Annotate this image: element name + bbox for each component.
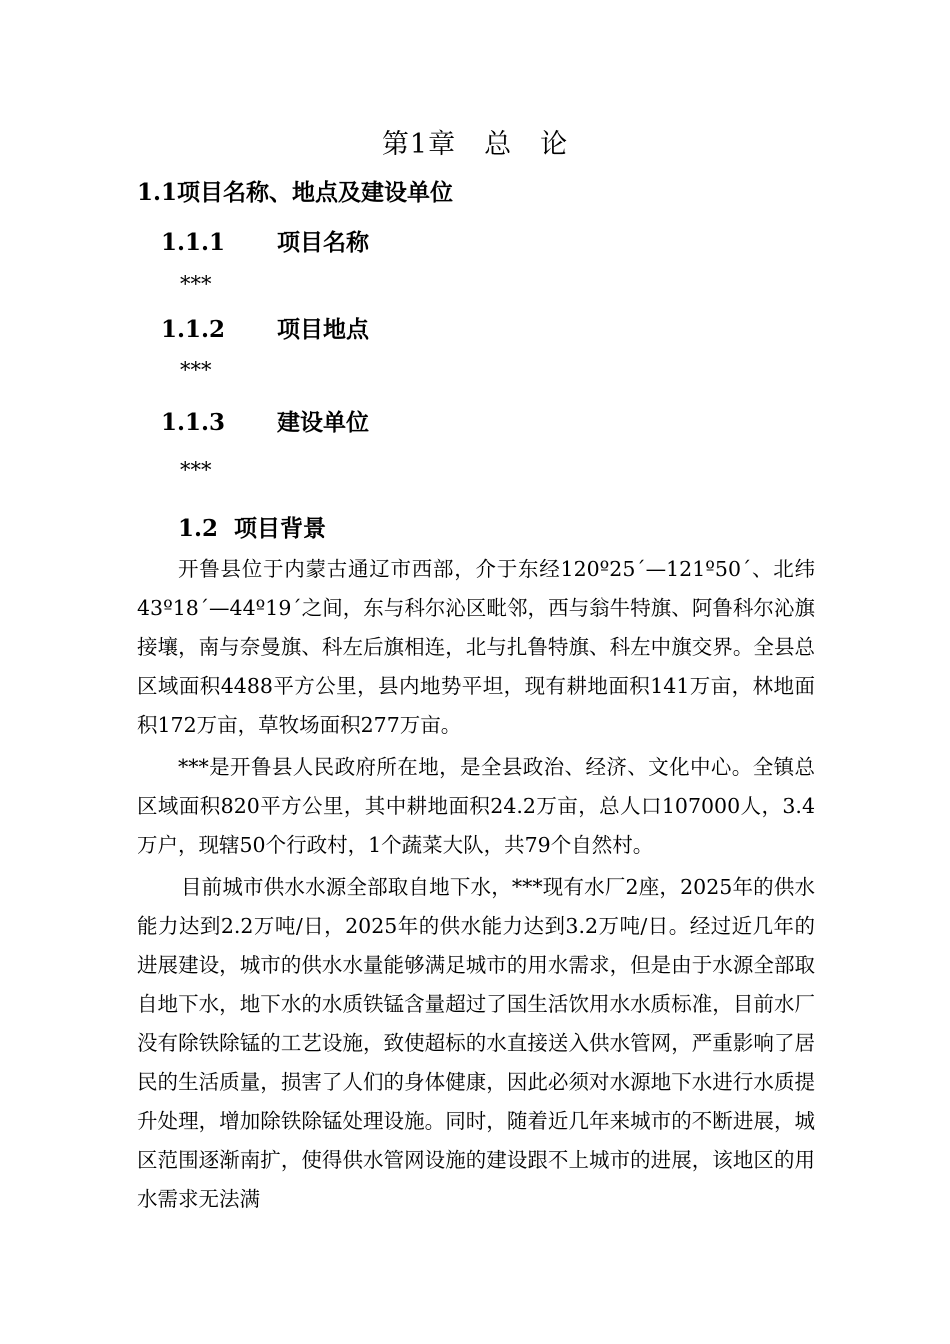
subsection-number: 1.1.1 [161,229,226,256]
subsection-number: 1.1.2 [161,316,226,343]
section-heading-1-1: 1.1项目名称、地点及建设单位 [137,179,454,206]
subsection-content-1-1-2: *** [180,358,212,382]
subsection-content-1-1-3: *** [180,458,212,482]
subsection-heading-1-1-3 [161,404,369,437]
subsection-title: 建设单位 [277,409,369,436]
subsection-title: 项目地点 [277,316,369,343]
subsection-heading-1-1-2 [161,311,369,344]
paragraph-3: 目前城市供水水源全部取自地下水，***现有水厂2座，2025年的供水能力达到2.2万吨/日，2025年的供水能力达到3.2万吨/日。经过近几年的进展建设，城市的供水水量能够满足城市的用水需求，但是由于水源全部取自地下水，地下水的水质铁锰含量超过了国生活饮用水水质标准，目前水厂没有除铁除锰的工艺设施，致使超标的水直接送入供水管网，严重影响了居民的生活质量，损害了人们的身体健康，因此必须对水源地下水进行水质提升处理，增加除铁除锰处理设施。同时，随着近几年来城市的不断进展，城区范围逐渐南扩，使得供水管网设施的建设跟不上城市的进展，该地区的用水需求无法满 [137,875,815,1211]
paragraph-2: ***是开鲁县人民政府所在地，是全县政治、经济、文化中心。全镇总区域面积820平方公里，其中耕地面积24.2万亩，总人口107000人，3.4万户，现辖50个行政村，1个蔬菜大队，共79个自然村。 [137,755,815,857]
chapter-title: 第1章 总 论 [381,129,569,160]
paragraph-1: 开鲁县位于内蒙古通辽市西部，介于东经120º25´—121º50´、北纬43º18´—44º19´之间，东与科尔沁区毗邻，西与翁牛特旗、阿鲁科尔沁旗接壤，南与奈曼旗、科左后旗相连，北与扎鲁特旗、科左中旗交界。全县总区域面积4488平方公里，县内地势平坦，现有耕地面积141万亩，林地面积172万亩，草牧场面积277万亩。 [137,557,815,737]
subsection-content-1-1-1: *** [180,272,212,296]
subsection-heading-1-1-1 [161,224,369,257]
subsection-number: 1.1.3 [161,409,226,436]
section-heading-1-2: 1.2 项目背景 [178,515,327,542]
subsection-title: 项目名称 [277,229,369,256]
